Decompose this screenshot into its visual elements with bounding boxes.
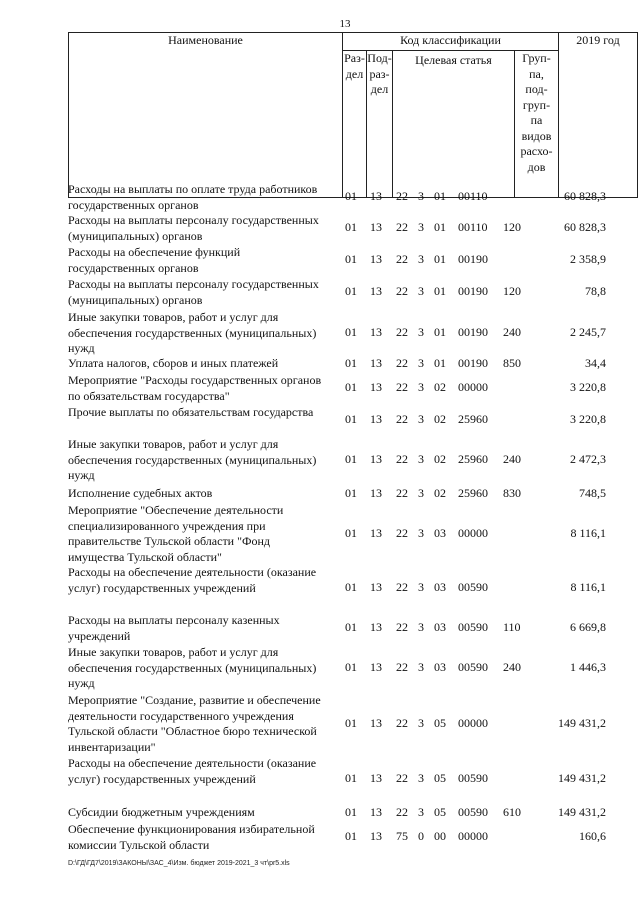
cell-target-direction: 25960 [458,412,488,426]
cell-target-subprogram: 3 [418,380,424,394]
cell-target-subprogram: 3 [418,486,424,500]
cell-podrazdel: 13 [370,620,382,634]
file-path-footer: D:\ГД\ГД7\2019\ЗАКОНЫ\ЗАС_4\Изм. бюджет 2019-2021_3 чт\pr5.xls [68,860,290,867]
cell-razdel: 01 [345,620,357,634]
cell-target-subprogram: 3 [418,620,424,634]
cell-razdel: 01 [345,660,357,674]
cell-podrazdel: 13 [370,284,382,298]
cell-podrazdel: 13 [370,252,382,266]
cell-razdel: 01 [345,356,357,370]
cell-target-program: 22 [396,486,408,500]
cell-amount-2019: 8 116,1 [570,526,606,540]
cell-target-subprogram: 3 [418,252,424,266]
cell-podrazdel: 13 [370,486,382,500]
cell-target-program: 22 [396,220,408,234]
row-name-line: Субсидии бюджетным учреждениям [68,805,255,819]
row-name-line: Уплата налогов, сборов и иных платежей [68,356,279,370]
cell-razdel: 01 [345,486,357,500]
row-name-line: Расходы на выплаты персоналу государственных [68,213,319,227]
cell-target-subprogram: 0 [418,829,424,843]
row-name-line: специализированного учреждения при [68,518,266,533]
cell-podrazdel: 13 [370,526,382,540]
cell-target-event: 02 [434,452,446,466]
cell-target-program: 22 [396,412,408,426]
cell-target-direction: 00110 [458,189,488,203]
cell-target-program: 22 [396,252,408,266]
cell-razdel: 01 [345,452,357,466]
cell-amount-2019: 2 245,7 [570,325,606,339]
cell-target-subprogram: 3 [418,526,424,540]
row-name-line: услуг) государственных учреждений [68,580,256,595]
cell-target-subprogram: 3 [418,771,424,785]
row-name [68,613,340,644]
row-name [68,805,340,821]
cell-target-event: 05 [434,805,446,819]
row-name [68,437,340,484]
row-name-line: Мероприятие "Создание, развитие и обеспечение [68,693,321,707]
row-name-line: обеспечения государственных (муниципальных) [68,452,317,467]
cell-target-event: 02 [434,486,446,500]
row-name [68,565,340,596]
row-name-line: (муниципальных) органов [68,228,203,243]
cell-amount-2019: 748,5 [579,486,606,500]
cell-target-event: 01 [434,325,446,339]
row-name-line: Расходы на выплаты по оплате труда работников [68,182,318,196]
cell-podrazdel: 13 [370,829,382,843]
cell-razdel: 01 [345,325,357,339]
row-name-line: (муниципальных) органов [68,292,203,307]
row-name [68,693,340,755]
row-name [68,182,340,213]
cell-razdel: 01 [345,771,357,785]
cell-target-subprogram: 3 [418,412,424,426]
row-name [68,310,340,357]
cell-target-event: 05 [434,716,446,730]
cell-target-direction: 00000 [458,829,488,843]
row-name-line: Расходы на обеспечение функций [68,245,241,259]
cell-expense-group: 240 [503,452,521,466]
cell-target-event: 01 [434,252,446,266]
column-header-razdel: Раз- дел [343,51,367,198]
row-name-line: нужд [68,676,95,690]
row-name [68,213,340,244]
row-name-line: государственных органов [68,197,199,212]
cell-podrazdel: 13 [370,189,382,203]
row-name [68,245,340,276]
column-header-name: Наименование [69,33,343,198]
cell-target-direction: 25960 [458,486,488,500]
cell-amount-2019: 1 446,3 [570,660,606,674]
row-name [68,822,340,853]
cell-target-program: 22 [396,189,408,203]
cell-expense-group: 830 [503,486,521,500]
row-name [68,373,340,404]
cell-target-subprogram: 3 [418,716,424,730]
cell-target-event: 02 [434,380,446,394]
cell-target-subprogram: 3 [418,356,424,370]
row-name-line: Расходы на выплаты персоналу государственных [68,277,319,291]
cell-target-program: 22 [396,452,408,466]
cell-podrazdel: 13 [370,771,382,785]
cell-target-direction: 25960 [458,452,488,466]
cell-target-subprogram: 3 [418,220,424,234]
cell-target-subprogram: 3 [418,805,424,819]
cell-target-subprogram: 3 [418,452,424,466]
row-name-line: обеспечения государственных (муниципальных) [68,660,317,675]
cell-target-event: 02 [434,412,446,426]
row-name-line: имущества Тульской области" [68,549,222,564]
cell-target-event: 03 [434,580,446,594]
row-name-line: Тульской области "Областное бюро технической [68,724,317,738]
cell-target-program: 22 [396,716,408,730]
cell-target-subprogram: 3 [418,660,424,674]
cell-podrazdel: 13 [370,412,382,426]
cell-expense-group: 610 [503,805,521,819]
cell-target-event: 01 [434,284,446,298]
cell-target-program: 22 [396,526,408,540]
cell-target-event: 03 [434,526,446,540]
cell-razdel: 01 [345,252,357,266]
row-name-line: деятельности государственного учреждения [68,708,294,723]
cell-podrazdel: 13 [370,580,382,594]
cell-expense-group: 120 [503,284,521,298]
row-name [68,486,340,502]
row-name-line: по обязательствам государства" [68,388,230,403]
row-name [68,756,340,787]
column-header-code-group: Код классификации [343,33,559,51]
cell-target-direction: 00590 [458,620,488,634]
cell-podrazdel: 13 [370,380,382,394]
cell-target-event: 03 [434,660,446,674]
cell-target-program: 22 [396,325,408,339]
cell-podrazdel: 13 [370,660,382,674]
cell-expense-group: 120 [503,220,521,234]
cell-target-program: 22 [396,380,408,394]
row-name-line: Иные закупки товаров, работ и услуг для [68,645,279,659]
row-name-line: Расходы на обеспечение деятельности (оказание [68,565,317,579]
cell-amount-2019: 149 431,2 [558,805,606,819]
cell-target-subprogram: 3 [418,189,424,203]
cell-amount-2019: 149 431,2 [558,771,606,785]
cell-razdel: 01 [345,220,357,234]
cell-amount-2019: 60 828,3 [564,189,606,203]
page-number: 13 [339,18,351,30]
row-name-line: комиссии Тульской области [68,837,210,852]
cell-razdel: 01 [345,412,357,426]
cell-target-event: 05 [434,771,446,785]
column-header-target: Целевая статья [393,51,515,198]
cell-razdel: 01 [345,189,357,203]
cell-target-program: 22 [396,805,408,819]
cell-target-event: 01 [434,220,446,234]
cell-amount-2019: 60 828,3 [564,220,606,234]
row-name-line: Иные закупки товаров, работ и услуг для [68,310,279,324]
cell-razdel: 01 [345,716,357,730]
cell-amount-2019: 3 220,8 [570,412,606,426]
row-name-line: нужд [68,341,95,355]
cell-target-direction: 00190 [458,284,488,298]
cell-razdel: 01 [345,380,357,394]
cell-target-direction: 00590 [458,771,488,785]
cell-target-subprogram: 3 [418,580,424,594]
cell-target-direction: 00590 [458,660,488,674]
row-name-line: обеспечения государственных (муниципальных) [68,325,317,340]
cell-target-direction: 00190 [458,325,488,339]
cell-amount-2019: 6 669,8 [570,620,606,634]
column-header-podrazdel: Под- раз- дел [367,51,393,198]
row-name-line: Обеспечение функционирования избирательной [68,822,315,836]
row-name [68,645,340,692]
row-name-line: Иные закупки товаров, работ и услуг для [68,437,279,451]
cell-amount-2019: 78,8 [585,284,606,298]
row-name-line: Мероприятие "Расходы государственных органов [68,373,322,387]
row-name-line: нужд [68,468,95,482]
cell-amount-2019: 149 431,2 [558,716,606,730]
cell-target-direction: 00590 [458,805,488,819]
cell-expense-group: 240 [503,325,521,339]
cell-target-event: 01 [434,189,446,203]
cell-target-direction: 00190 [458,252,488,266]
row-name-line: Мероприятие "Обеспечение деятельности [68,503,284,517]
cell-expense-group: 110 [503,620,521,634]
cell-amount-2019: 34,4 [585,356,606,370]
cell-target-subprogram: 3 [418,325,424,339]
cell-target-program: 22 [396,356,408,370]
row-name [68,405,340,421]
row-name-line: услуг) государственных учреждений [68,771,256,786]
row-name-line: Расходы на выплаты персоналу казенных [68,613,280,627]
cell-amount-2019: 160,6 [579,829,606,843]
row-name-line: инвентаризации" [68,739,156,754]
cell-podrazdel: 13 [370,356,382,370]
row-name-line: государственных органов [68,260,199,275]
cell-target-direction: 00190 [458,356,488,370]
cell-target-direction: 00000 [458,380,488,394]
cell-target-subprogram: 3 [418,284,424,298]
cell-podrazdel: 13 [370,325,382,339]
cell-podrazdel: 13 [370,452,382,466]
cell-target-program: 22 [396,660,408,674]
cell-podrazdel: 13 [370,220,382,234]
cell-target-event: 01 [434,356,446,370]
row-name-line: Расходы на обеспечение деятельности (оказание [68,756,317,770]
cell-target-program: 22 [396,580,408,594]
cell-target-program: 75 [396,829,408,843]
cell-target-event: 00 [434,829,446,843]
row-name [68,356,340,372]
cell-razdel: 01 [345,526,357,540]
cell-amount-2019: 3 220,8 [570,380,606,394]
cell-target-direction: 00000 [458,716,488,730]
row-name [68,277,340,308]
cell-amount-2019: 8 116,1 [570,580,606,594]
cell-razdel: 01 [345,284,357,298]
column-header-year: 2019 год [559,33,638,198]
cell-target-direction: 00110 [458,220,488,234]
cell-razdel: 01 [345,829,357,843]
row-name [68,503,340,565]
cell-target-program: 22 [396,284,408,298]
column-header-vid: Груп- па, под- груп- па видов расхо- дов [515,51,559,198]
cell-amount-2019: 2 472,3 [570,452,606,466]
cell-razdel: 01 [345,805,357,819]
cell-podrazdel: 13 [370,716,382,730]
cell-target-program: 22 [396,620,408,634]
cell-target-program: 22 [396,771,408,785]
cell-razdel: 01 [345,580,357,594]
cell-target-direction: 00000 [458,526,488,540]
cell-target-event: 03 [434,620,446,634]
row-name-line: учреждений [68,628,131,643]
row-name-line: правительстве Тульской области "Фонд [68,534,271,548]
row-name-line: Исполнение судебных актов [68,486,213,500]
cell-amount-2019: 2 358,9 [570,252,606,266]
cell-expense-group: 240 [503,660,521,674]
cell-podrazdel: 13 [370,805,382,819]
cell-target-direction: 00590 [458,580,488,594]
row-name-line: Прочие выплаты по обязательствам государства [68,405,314,419]
cell-expense-group: 850 [503,356,521,370]
